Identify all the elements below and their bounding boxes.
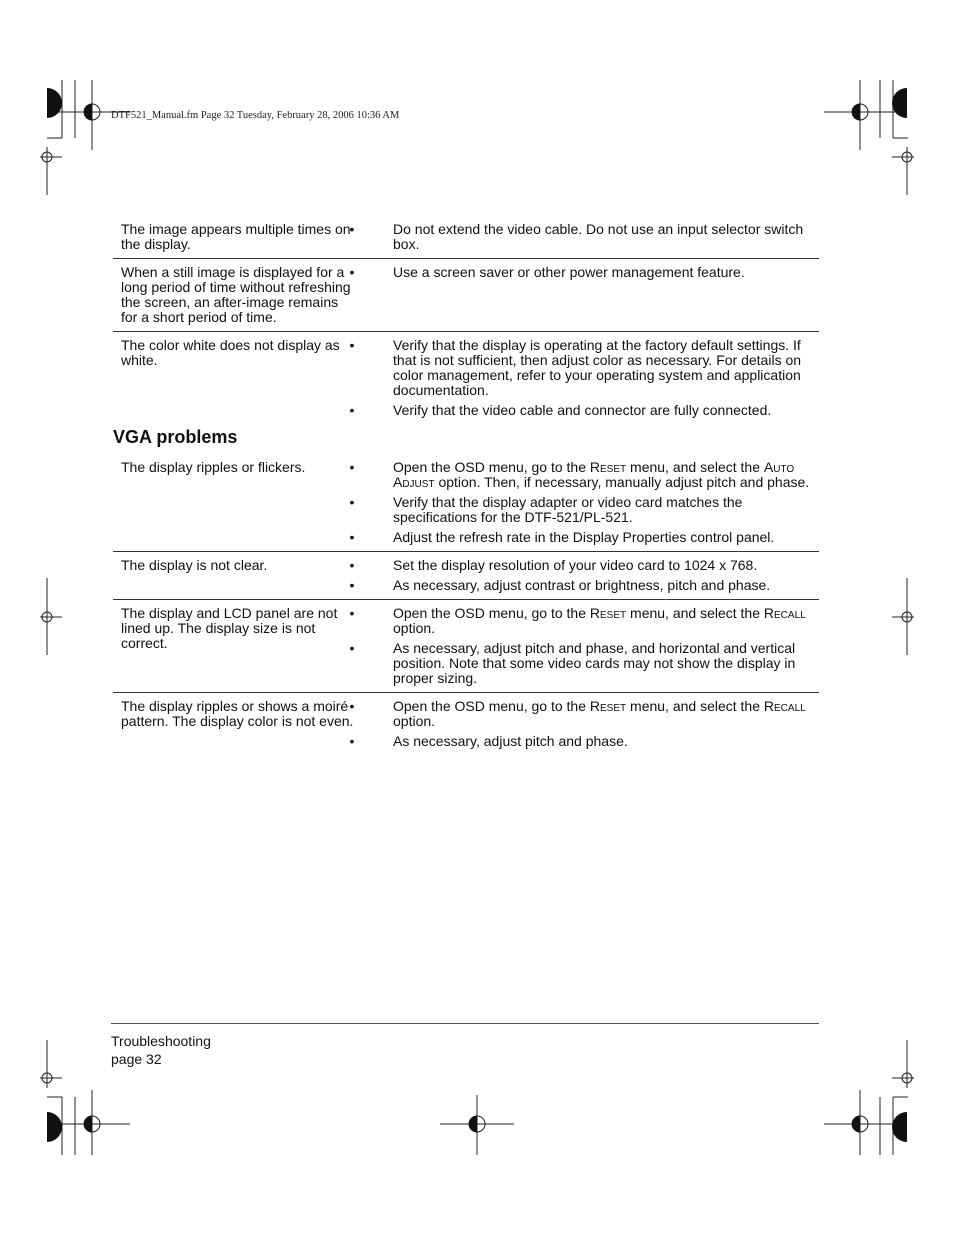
menu-name: Recall <box>763 605 806 621</box>
problem-cell: The display ripples or shows a moiré pattern. The display color is not even. <box>121 698 354 729</box>
solution-text: As necessary, adjust contrast or brightness, pitch and phase. <box>393 577 771 593</box>
solution-item <box>349 698 819 729</box>
solution-text: Do not extend the video cable. Do not use an input selector switch box. <box>393 221 804 252</box>
solution-list <box>349 221 819 252</box>
solution-item <box>349 733 819 749</box>
solution-text: Adjust the refresh rate in the Display Properties control panel. <box>393 529 775 545</box>
solution-list <box>349 698 819 749</box>
solution-item <box>349 221 819 252</box>
solution-cell <box>349 693 819 756</box>
bullet: • <box>349 605 355 621</box>
solution-text: menu, and select the <box>626 459 764 475</box>
solution-text: option. <box>393 620 436 636</box>
solution-list <box>349 264 819 280</box>
table-row <box>113 259 819 332</box>
solution-text: Use a screen saver or other power management feature. <box>393 264 745 280</box>
bullet: • <box>349 640 355 656</box>
solution-text: Set the display resolution of your video card to 1024 x 768. <box>393 557 758 573</box>
bullet: • <box>349 402 355 418</box>
bullet: • <box>349 459 355 475</box>
problem-cell: When a still image is displayed for a long period of time without refreshing the screen, an after-image remains for a short period of time. <box>113 259 364 332</box>
problem-cell: The color white does not display as white. <box>121 337 340 368</box>
menu-name: Reset <box>589 605 627 621</box>
solution-list <box>349 337 819 418</box>
solution-list <box>349 459 819 545</box>
section-title: VGA problems <box>113 427 238 447</box>
solution-item <box>349 264 819 280</box>
solution-cell <box>349 259 819 332</box>
footer-page-number: page 32 <box>111 1051 162 1067</box>
solution-item <box>349 640 819 686</box>
solution-text: Verify that the display is operating at the factory default settings. If that is not sufficient, then adjust color as necessary. For details on color management, refer to your operating system and application documentation. <box>393 337 802 398</box>
table-row <box>113 552 819 600</box>
solution-text: menu, and select the <box>626 698 764 714</box>
problem-cell: The display and LCD panel are not lined up. The display size is not correct. <box>113 600 364 693</box>
solution-item <box>349 577 819 593</box>
problem-cell: The image appears multiple times on the display. <box>113 216 364 259</box>
solution-text: Open the OSD menu, go to the <box>393 459 590 475</box>
table-row <box>113 332 819 425</box>
bullet: • <box>349 529 355 545</box>
solution-cell <box>349 552 819 600</box>
solution-cell <box>349 600 819 693</box>
bullet: • <box>349 577 355 593</box>
troubleshooting-table-general <box>113 216 819 424</box>
bullet: • <box>349 221 355 237</box>
problem-cell: The display is not clear. <box>113 552 364 600</box>
solution-text: Verify that the video cable and connector are fully connected. <box>393 402 772 418</box>
bullet: • <box>349 337 355 353</box>
solution-text: Verify that the display adapter or video card matches the specifications for the DTF-521/PL-521. <box>393 494 743 525</box>
solution-text: menu, and select the <box>626 605 764 621</box>
problem-cell: The display ripples or flickers. <box>113 454 364 552</box>
menu-name: Reset <box>589 459 627 475</box>
menu-name: Reset <box>589 698 627 714</box>
solution-text: Open the OSD menu, go to the <box>393 605 590 621</box>
solution-item <box>349 494 819 525</box>
bullet: • <box>349 557 355 573</box>
solution-item <box>349 337 819 398</box>
bullet: • <box>349 264 355 280</box>
table-row <box>113 454 819 552</box>
solution-item <box>349 605 819 636</box>
solution-text: option. Then, if necessary, manually adjust pitch and phase. <box>434 474 810 490</box>
solution-list <box>349 605 819 686</box>
page-footer <box>111 1032 211 1068</box>
solution-list <box>349 557 819 593</box>
solution-item <box>349 459 819 490</box>
solution-item <box>349 529 819 545</box>
solution-text: option. <box>393 713 436 729</box>
print-header: DTF521_Manual.fm Page 32 Tuesday, February 28, 2006 10:36 AM <box>111 110 400 121</box>
solution-cell <box>349 332 819 425</box>
footer-divider <box>111 1023 819 1024</box>
menu-name: Recall <box>763 698 806 714</box>
table-row <box>113 600 819 693</box>
solution-cell <box>349 216 819 259</box>
solution-text: As necessary, adjust pitch and phase. <box>393 733 628 749</box>
bullet: • <box>349 733 355 749</box>
solution-text: Open the OSD menu, go to the <box>393 698 590 714</box>
table-row <box>113 693 819 756</box>
bullet: • <box>349 698 355 714</box>
solution-cell <box>349 454 819 552</box>
solution-item <box>349 557 819 573</box>
bullet: • <box>349 494 355 510</box>
footer-section-name: Troubleshooting <box>111 1033 211 1049</box>
troubleshooting-table-vga <box>113 454 819 755</box>
table-row <box>113 216 819 259</box>
solution-item <box>349 402 819 418</box>
solution-text: As necessary, adjust pitch and phase, and horizontal and vertical position. Note that some video cards may not show the display in proper sizing. <box>393 640 796 686</box>
menu-name: Auto Adjust <box>393 459 795 490</box>
